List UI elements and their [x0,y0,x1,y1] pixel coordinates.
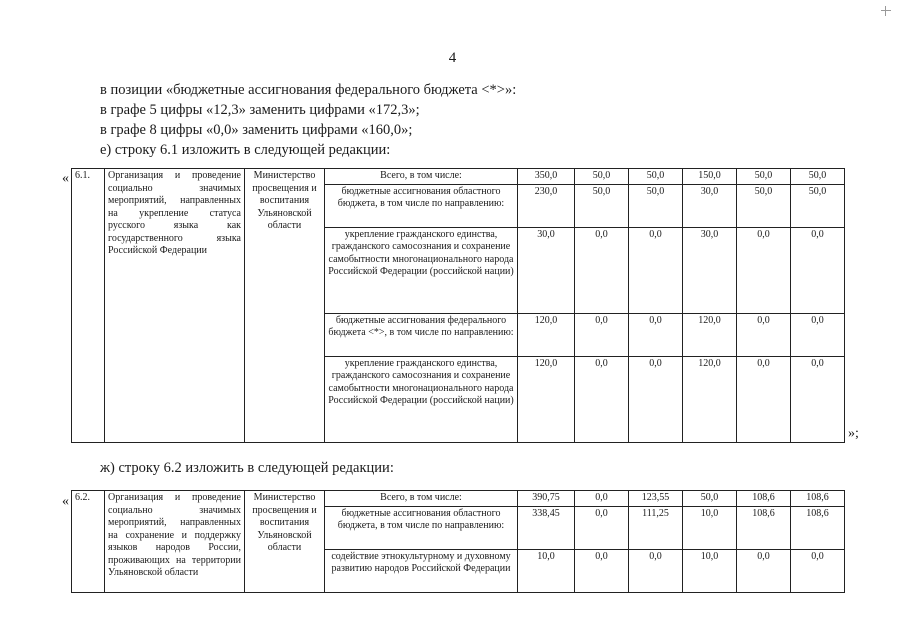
value-cell: 0,0 [575,313,629,356]
value-cell: 120,0 [683,313,737,356]
value-cell: 0,0 [737,227,791,313]
row-number: 6.1. [72,169,105,443]
paragraph: в позиции «бюджетные ассигнования федерального бюджета <*>»: [100,82,517,98]
page-number: 4 [448,50,457,66]
value-cell: 30,0 [518,227,575,313]
value-cell: 0,0 [575,549,629,592]
executor: Министерство просвещения и воспитания Ульяновской области [245,169,325,443]
funding-source: бюджетные ассигнования областного бюджета, в том числе по направлению: [325,184,518,227]
table-row-6-2 [71,490,845,593]
value-cell: 50,0 [575,169,629,185]
value-cell: 0,0 [791,313,845,356]
value-cell: 0,0 [575,356,629,442]
value-cell: 0,0 [737,549,791,592]
value-cell: 50,0 [629,184,683,227]
value-cell: 230,0 [518,184,575,227]
activity-description: Организация и проведение социально значимых мероприятий, направленных на укрепление статуса русского языка как государственного языка Российской Федерации [105,169,245,443]
corner-mark-icon [881,6,891,16]
value-cell: 108,6 [737,491,791,507]
value-cell: 0,0 [791,549,845,592]
value-cell: 120,0 [683,356,737,442]
value-cell: 30,0 [683,184,737,227]
value-cell: 50,0 [629,169,683,185]
value-cell: 10,0 [683,506,737,549]
value-cell: 123,55 [629,491,683,507]
value-cell: 0,0 [791,227,845,313]
row-number: 6.2. [72,491,105,593]
value-cell: 0,0 [629,227,683,313]
value-cell: 10,0 [518,549,575,592]
paragraph: в графе 8 цифры «0,0» заменить цифрами «160,0»; [100,122,413,138]
value-cell: 50,0 [791,169,845,185]
open-quote: « [62,171,69,186]
value-cell: 0,0 [629,356,683,442]
table-row [72,169,845,185]
funding-source: содействие этнокультурному и духовному развитию народов Российской Федерации [325,549,518,592]
funding-source: бюджетные ассигнования областного бюджета, в том числе по направлению: [325,506,518,549]
value-cell: 50,0 [737,169,791,185]
value-cell: 108,6 [791,491,845,507]
value-cell: 108,6 [737,506,791,549]
paragraph: ж) строку 6.2 изложить в следующей редакции: [100,460,394,476]
value-cell: 30,0 [683,227,737,313]
value-cell: 0,0 [737,356,791,442]
value-cell: 120,0 [518,356,575,442]
funding-source: укрепление гражданского единства, гражданского самосознания и сохранение самобытности многонационального народа Российской Федерации (российской нации) [325,227,518,313]
activity-description: Организация и проведение социально значимых мероприятий, направленных на сохранение и поддержку языков народов России, проживающих на территории Ульяновской области [105,491,245,593]
value-cell: 0,0 [575,506,629,549]
value-cell: 0,0 [737,313,791,356]
value-cell: 0,0 [629,549,683,592]
table-row [72,491,845,507]
value-cell: 50,0 [791,184,845,227]
funding-source: бюджетные ассигнования федерального бюджета <*>, в том числе по направлению: [325,313,518,356]
value-cell: 0,0 [575,227,629,313]
value-cell: 150,0 [683,169,737,185]
table-row-6-1 [71,168,845,443]
value-cell: 108,6 [791,506,845,549]
value-cell: 390,75 [518,491,575,507]
close-quote: »; [848,426,859,441]
value-cell: 50,0 [737,184,791,227]
paragraph: в графе 5 цифры «12,3» заменить цифрами «172,3»; [100,102,420,118]
executor: Министерство просвещения и воспитания Ульяновской области [245,491,325,593]
open-quote: « [62,494,69,509]
value-cell: 120,0 [518,313,575,356]
value-cell: 50,0 [683,491,737,507]
funding-source: Всего, в том числе: [325,169,518,185]
value-cell: 0,0 [575,491,629,507]
value-cell: 0,0 [791,356,845,442]
value-cell: 111,25 [629,506,683,549]
value-cell: 10,0 [683,549,737,592]
value-cell: 0,0 [629,313,683,356]
funding-source: укрепление гражданского единства, гражданского самосознания и сохранение самобытности многонационального народа Российской Федерации (российской нации) [325,356,518,442]
value-cell: 350,0 [518,169,575,185]
value-cell: 50,0 [575,184,629,227]
paragraph: е) строку 6.1 изложить в следующей редакции: [100,142,391,158]
value-cell: 338,45 [518,506,575,549]
funding-source: Всего, в том числе: [325,491,518,507]
